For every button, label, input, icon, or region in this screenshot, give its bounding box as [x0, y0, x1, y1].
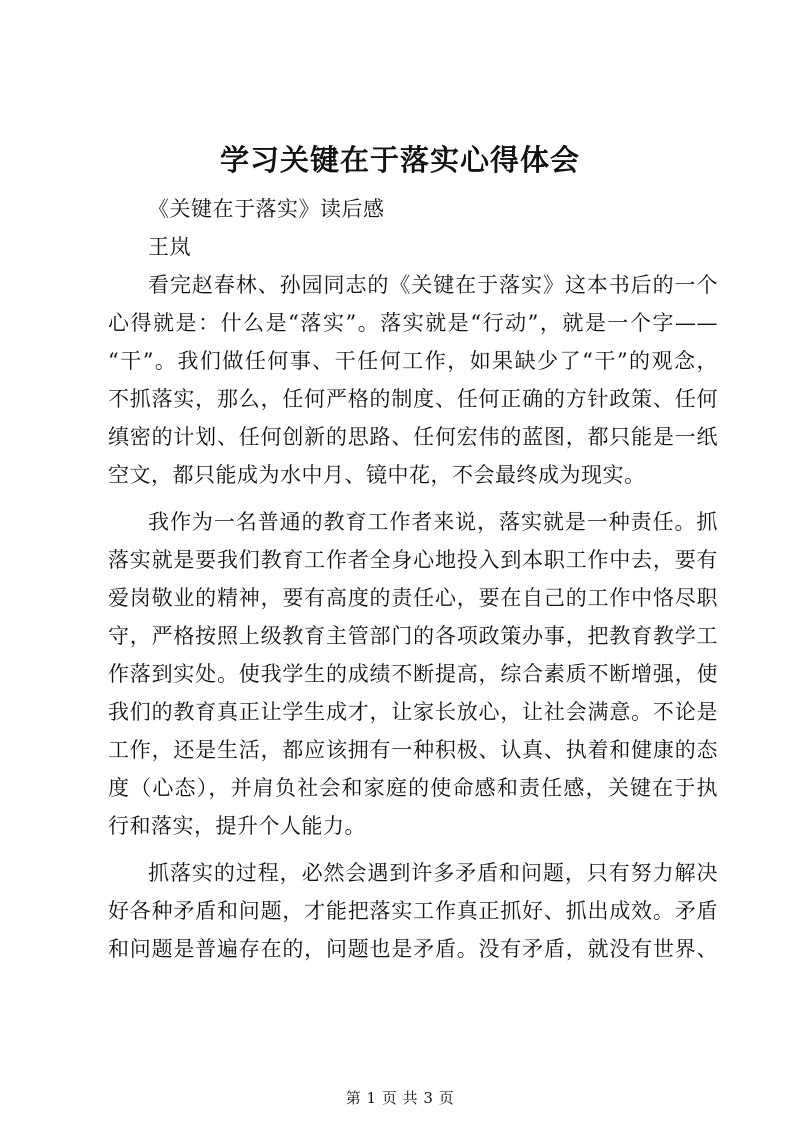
paragraph-line: 抓落实的过程，必然会遇到许多矛盾和问题，只有努力解决	[148, 861, 718, 885]
paragraph-line: 落实就是要我们教育工作者全身心地投入到本职工作中去，要有	[108, 548, 718, 572]
paragraph-line: 缜密的计划、任何创新的思路、任何宏伟的蓝图，都只能是一纸	[108, 425, 718, 449]
paragraph-line: 空文，都只能成为水中月、镜中花，不会最终成为现实。	[108, 463, 646, 487]
document-subtitle: 《关键在于落实》读后感	[148, 197, 385, 221]
paragraph-line: 作落到实处。使我学生的成绩不断提高，综合素质不断增强，使	[108, 662, 718, 686]
paragraph-line: 不抓落实，那么，任何严格的制度、任何正确的方针政策、任何	[108, 387, 718, 411]
document-title: 学习关键在于落实心得体会	[219, 143, 580, 177]
paragraph-line: 行和落实，提升个人能力。	[108, 814, 366, 838]
paragraph-line: 工作，还是生活，都应该拥有一种积极、认真、执着和健康的态	[108, 738, 718, 762]
paragraph-line: 好各种矛盾和问题，才能把落实工作真正抓好、抓出成效。矛盾	[108, 899, 718, 923]
paragraph-line: 度（心态），并肩负社会和家庭的使命感和责任感，关键在于执	[108, 776, 718, 800]
paragraph-line: 心得就是：什么是“落实”。落实就是“行动”，就是一个字——	[108, 311, 718, 335]
paragraph-line: 看完赵春林、孙园同志的《关键在于落实》这本书后的一个	[148, 273, 718, 297]
paragraph-line: 爱岗敬业的精神，要有高度的责任心，要在自己的工作中恪尽职	[108, 586, 718, 610]
page-indicator: 第 1 页 共 3 页	[345, 1089, 455, 1107]
document-author: 王岚	[148, 235, 191, 259]
paragraph-line: 我作为一名普通的教育工作者来说，落实就是一种责任。抓	[148, 510, 718, 534]
paragraph-line: 和问题是普遍存在的，问题也是矛盾。没有矛盾，就没有世界、	[108, 937, 718, 961]
paragraph-line: 我们的教育真正让学生成才，让家长放心，让社会满意。不论是	[108, 700, 718, 724]
paragraph-line: 守，严格按照上级教育主管部门的各项政策办事，把教育教学工	[108, 624, 718, 648]
paragraph-line: “干”。我们做任何事、干任何工作，如果缺少了“干”的观念，	[108, 349, 718, 373]
